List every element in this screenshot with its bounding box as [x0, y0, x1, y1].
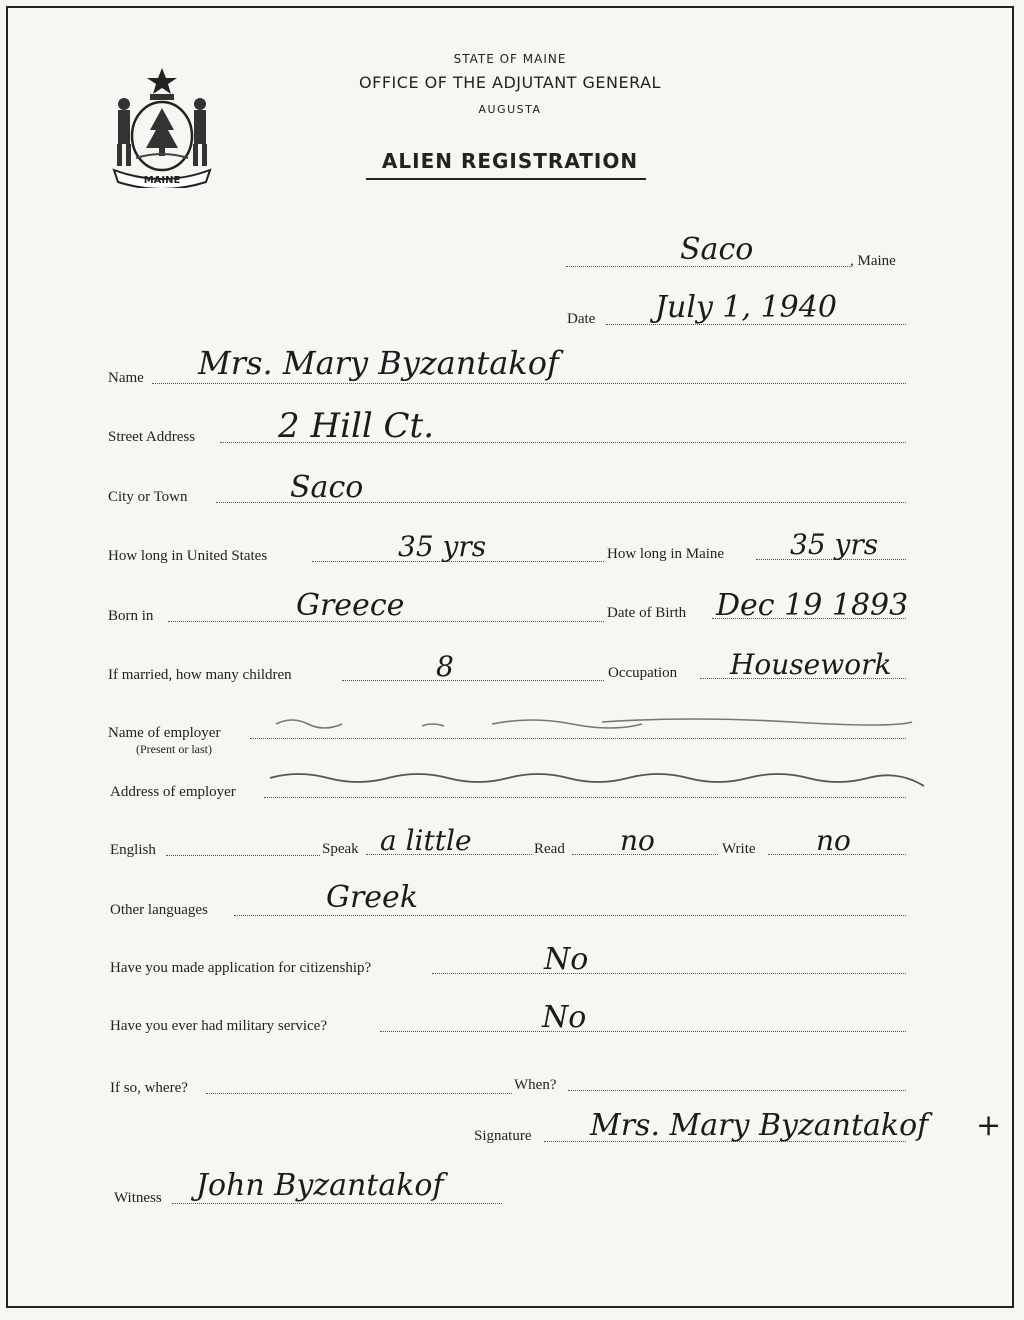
born-in-label: Born in — [108, 608, 154, 624]
children-label: If married, how many children — [108, 667, 292, 683]
employer-dash-mark — [272, 712, 922, 736]
english-label: English — [110, 842, 156, 858]
signature-label: Signature — [474, 1128, 532, 1144]
military-line — [380, 1031, 906, 1032]
occupation-label: Occupation — [608, 665, 678, 681]
name-value: Mrs. Mary Byzantakof — [198, 344, 559, 382]
years-me-value: 35 yrs — [790, 528, 879, 561]
citizenship-label: Have you made application for citizenship? — [110, 960, 372, 976]
seal-banner-text: MAINE — [143, 175, 181, 186]
speak-label: Speak — [322, 841, 359, 857]
write-label: Write — [722, 841, 756, 857]
military-value: No — [542, 1000, 587, 1035]
other-languages-label: Other languages — [110, 902, 208, 918]
signature-value: Mrs. Mary Byzantakof — [590, 1108, 929, 1143]
employer-address-dash-mark — [268, 764, 928, 798]
where-line — [206, 1093, 512, 1094]
born-in-value: Greece — [296, 588, 405, 623]
read-value: no — [620, 824, 655, 857]
header-state: STATE OF MAINE — [453, 52, 567, 66]
employer-line — [250, 738, 906, 739]
military-label: Have you ever had military service? — [110, 1018, 327, 1034]
city-town-label: City or Town — [108, 489, 188, 505]
read-label: Read — [534, 841, 565, 857]
title-underline — [366, 178, 646, 180]
occupation-value: Housework — [730, 648, 892, 681]
years-us-value: 35 yrs — [398, 530, 487, 563]
years-us-label: How long in United States — [108, 548, 268, 564]
witness-value: John Byzantakof — [196, 1168, 444, 1203]
citizenship-value: No — [544, 942, 589, 977]
state-seal-icon — [108, 64, 216, 188]
place-label: , Maine — [850, 253, 896, 269]
date-label: Date — [567, 311, 596, 327]
employer-label: Name of employer — [108, 725, 221, 741]
employer-address-label: Address of employer — [110, 784, 236, 800]
children-line — [342, 680, 604, 681]
children-value: 8 — [436, 650, 454, 683]
witness-line — [172, 1203, 502, 1204]
street-value: 2 Hill Ct. — [278, 406, 435, 446]
header-city: AUGUSTA — [478, 103, 542, 116]
other-languages-line — [234, 915, 906, 916]
english-line — [166, 855, 320, 856]
citizenship-line — [432, 973, 906, 974]
signature-mark-icon: + — [976, 1108, 1002, 1143]
city-town-value: Saco — [290, 470, 364, 505]
witness-label: Witness — [114, 1190, 162, 1206]
write-value: no — [816, 824, 851, 857]
when-line — [568, 1090, 906, 1091]
speak-value: a little — [380, 824, 472, 857]
where-label: If so, where? — [110, 1080, 188, 1096]
date-value: July 1, 1940 — [655, 290, 837, 325]
years-me-label: How long in Maine — [607, 546, 725, 562]
dob-label: Date of Birth — [607, 605, 687, 621]
dob-value: Dec 19 1893 — [716, 588, 909, 623]
street-label: Street Address — [108, 429, 196, 445]
when-label: When? — [514, 1077, 557, 1093]
header-office: OFFICE OF THE ADJUTANT GENERAL — [359, 73, 661, 92]
name-line — [152, 383, 906, 384]
other-languages-value: Greek — [326, 880, 418, 915]
place-value: Saco — [680, 232, 754, 267]
form-title: ALIEN REGISTRATION — [381, 149, 639, 173]
name-label: Name — [108, 370, 144, 386]
employer-sublabel: (Present or last) — [136, 742, 212, 756]
